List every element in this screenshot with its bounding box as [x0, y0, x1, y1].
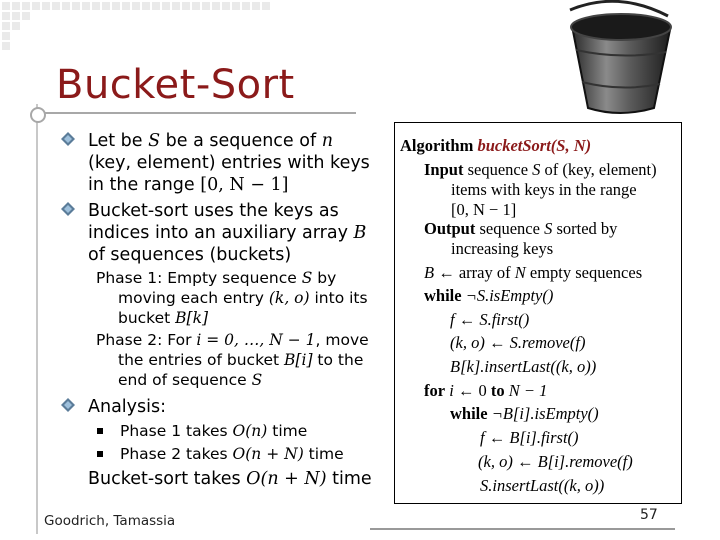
algo-line-for: for i ← 0 to N − 1 [424, 381, 548, 400]
algo-line-insert: B[k].insertLast((k, o)) [450, 357, 597, 376]
bullet-1-line-2: (key, element) entries with keys [88, 153, 370, 173]
footer-authors: Goodrich, Tamassia [44, 513, 176, 529]
square-bullet-icon [97, 428, 103, 434]
title-underline [36, 112, 356, 114]
algo-output-cont: increasing keys [451, 239, 554, 258]
algo-line-first-2: f ← B[i].first() [480, 428, 579, 447]
footer-rule [370, 528, 675, 530]
bullet-2-line-3: of sequences (buckets) [88, 245, 292, 265]
diamond-bullet-icon [60, 131, 76, 147]
algo-line-remove-2: (k, o) ← B[i].remove(f) [478, 452, 633, 471]
algo-input: Input sequence S of (key, element) [424, 160, 657, 179]
analysis-phase-1: Phase 1 takes O(n) time [120, 422, 308, 440]
algo-line-insert-2: S.insertLast((k, o)) [480, 476, 605, 495]
bullet-2-line-2: indices into an auxiliary array B [88, 223, 367, 243]
diamond-bullet-icon [60, 397, 76, 413]
algo-line-while-2: while ¬B[i].isEmpty() [450, 404, 599, 423]
algo-signature: Algorithm bucketSort(S, N) [400, 136, 592, 155]
phase-2-line-2: the entries of bucket B[i] to the [118, 351, 364, 369]
algo-line-remove: (k, o) ← S.remove(f) [450, 333, 586, 352]
phase-1-line-2: moving each entry (k, o) into its [118, 289, 368, 307]
title-vertical-rule [36, 104, 38, 534]
phase-1-line-3: bucket B[k] [118, 309, 209, 327]
analysis-total: Bucket-sort takes O(n + N) time [88, 469, 372, 489]
algo-input-range: [0, N − 1] [451, 200, 517, 219]
bullet-1-line-1: Let be S be a sequence of n [88, 131, 333, 151]
page-number: 57 [640, 507, 658, 523]
algo-output: Output sequence S sorted by [424, 219, 618, 238]
phase-2-line-3: end of sequence S [118, 371, 263, 389]
square-bullet-icon [97, 451, 103, 457]
algo-line-while-1: while ¬S.isEmpty() [424, 286, 554, 305]
algo-line-init: B ← array of N empty sequences [424, 263, 643, 282]
diamond-bullet-icon [60, 201, 76, 217]
phase-2-line-1: Phase 2: For i = 0, …, N − 1, move [96, 331, 369, 349]
title-rule-circle [30, 107, 46, 123]
algo-line-first: f ← S.first() [450, 310, 530, 329]
phase-1-line-1: Phase 1: Empty sequence S by [96, 269, 337, 287]
bullet-2-line-1: Bucket-sort uses the keys as [88, 201, 339, 221]
bucket-icon [556, 0, 686, 120]
analysis-heading: Analysis: [88, 397, 166, 417]
algo-input-cont: items with keys in the range [451, 180, 637, 199]
bullet-1-line-3: in the range [0, N − 1] [88, 175, 289, 195]
page-title: Bucket-Sort [56, 62, 295, 108]
analysis-phase-2: Phase 2 takes O(n + N) time [120, 445, 344, 463]
